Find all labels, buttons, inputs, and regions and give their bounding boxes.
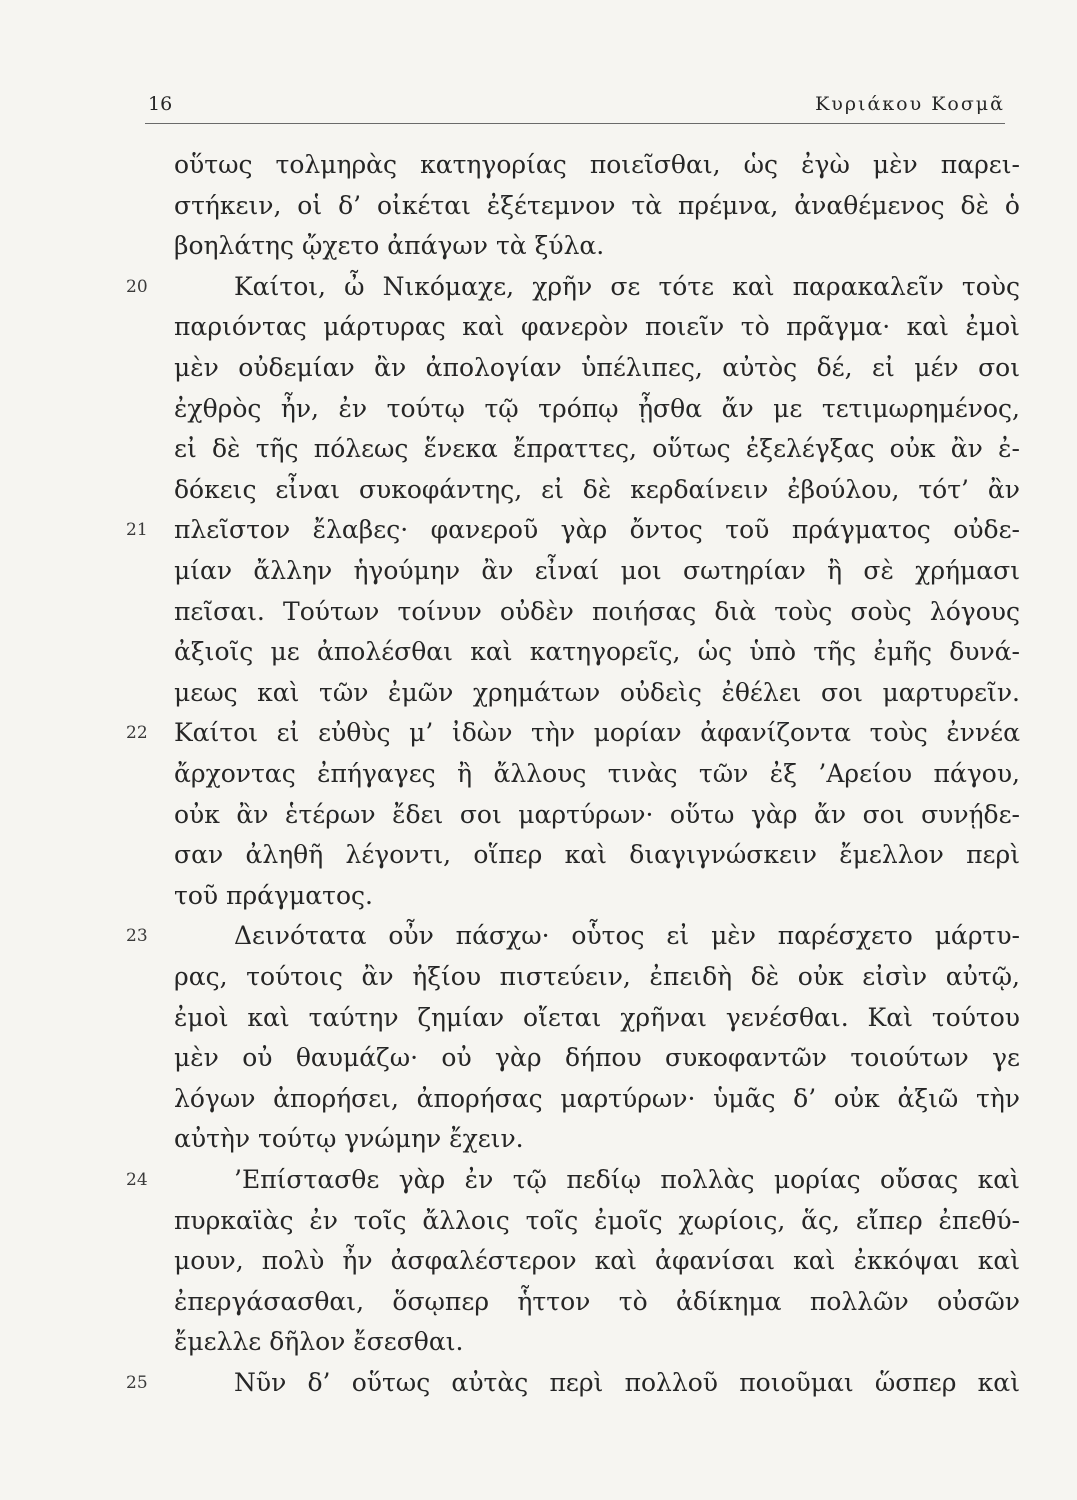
text-line: μὲν οὐ θαυμάζω· οὐ γὰρ δήπου συκοφαντῶν τοιούτων γε	[174, 1043, 1020, 1072]
section-number: 25	[126, 1373, 148, 1393]
section-number: 24	[126, 1170, 148, 1190]
section-number: 22	[126, 723, 148, 743]
text-line: πεῖσαι. Τούτων τοίνυν οὐδὲν ποιήσας διὰ τοὺς σοὺς λόγους	[174, 597, 1020, 626]
text-line: εἰ δὲ τῆς πόλεως ἕνεκα ἔπραττες, οὕτως ἐξελέγξας οὐκ ἂν ἐ-	[174, 434, 1020, 463]
text-line: στήκειν, οἱ δ’ οἰκέται ἐξέτεμνον τὰ πρέμνα, ἀναθέμενος δὲ ὁ	[174, 191, 1020, 220]
text-line: οὐκ ἂν ἑτέρων ἔδει σοι μαρτύρων· οὕτω γὰρ ἄν σοι συνῄδε-	[174, 800, 1020, 829]
text-line: μίαν ἄλλην ἡγούμην ἂν εἶναί μοι σωτηρίαν ἢ σὲ χρήμασι	[174, 556, 1020, 585]
text-line: παριόντας μάρτυρας καὶ φανερὸν ποιεῖν τὸ πρᾶγμα· καὶ ἐμοὶ	[174, 312, 1020, 341]
text-line: οὕτως τολμηρὰς κατηγορίας ποιεῖσθαι, ὡς ἐγὼ μὲν παρει-	[174, 150, 1020, 179]
text-line: σαν ἀληθῆ λέγοντι, οἵπερ καὶ διαγιγνώσκειν ἔμελλον περὶ	[174, 840, 1020, 869]
section-number: 20	[126, 277, 148, 297]
text-line: ἐχθρὸς ἦν, ἐν τούτῳ τῷ τρόπῳ ᾖσθα ἄν με τετιμωρημένος,	[174, 394, 1020, 423]
text-line: βοηλάτης ᾤχετο ἀπάγων τὰ ξύλα.	[174, 231, 605, 260]
section-number: 21	[126, 520, 148, 540]
text-line: πλεῖστον ἔλαβες· φανεροῦ γὰρ ὄντος τοῦ πράγματος οὐδε-	[174, 515, 1020, 544]
text-line: μὲν οὐδεμίαν ἂν ἀπολογίαν ὑπέλιπες, αὐτὸς δέ, εἰ μέν σοι	[174, 353, 1020, 382]
text-line: τοῦ πράγματος.	[174, 881, 373, 910]
page-header	[145, 93, 1005, 124]
text-line: Δεινότατα οὖν πάσχω· οὗτος εἰ μὲν παρέσχετο μάρτυ-	[234, 921, 1020, 950]
page-number: 16	[148, 93, 173, 115]
text-line: αὐτὴν τούτῳ γνώμην ἔχειν.	[174, 1124, 524, 1153]
text-line: ’Επίστασθε γὰρ ἐν τῷ πεδίῳ πολλὰς μορίας οὔσας καὶ	[234, 1165, 1020, 1194]
text-line: ρας, τούτοις ἂν ἠξίου πιστεύειν, ἐπειδὴ δὲ οὐκ εἰσὶν αὐτῷ,	[174, 962, 1020, 991]
text-line: ἀξιοῖς με ἀπολέσθαι καὶ κατηγορεῖς, ὡς ὑπὸ τῆς ἐμῆς δυνά-	[174, 637, 1020, 666]
text-line: πυρκαϊὰς ἐν τοῖς ἄλλοις τοῖς ἐμοῖς χωρίοις, ἅς, εἴπερ ἐπεθύ-	[174, 1206, 1020, 1235]
text-line: ἔμελλε δῆλον ἔσεσθαι.	[174, 1327, 464, 1356]
section-number: 23	[126, 926, 148, 946]
text-line: Καίτοι εἰ εὐθὺς μ’ ἰδὼν τὴν μορίαν ἀφανίζοντα τοὺς ἐννέα	[174, 718, 1020, 747]
text-line: ἐμοὶ καὶ ταύτην ζημίαν οἴεται χρῆναι γενέσθαι. Καὶ τούτου	[174, 1003, 1020, 1032]
running-title: Κυριάκου Κοσμᾶ	[815, 93, 1005, 115]
text-line: Καίτοι, ὦ Νικόμαχε, χρῆν σε τότε καὶ παρακαλεῖν τοὺς	[234, 272, 1020, 301]
text-line: λόγων ἀπορήσει, ἀπορήσας μαρτύρων· ὑμᾶς δ’ οὐκ ἀξιῶ τὴν	[174, 1084, 1020, 1113]
text-line: δόκεις εἶναι συκοφάντης, εἰ δὲ κερδαίνειν ἐβούλου, τότ’ ἂν	[174, 475, 1020, 504]
text-line: μουν, πολὺ ἦν ἀσφαλέστερον καὶ ἀφανίσαι καὶ ἐκκόψαι καὶ	[174, 1246, 1020, 1275]
text-line: Νῦν δ’ οὕτως αὐτὰς περὶ πολλοῦ ποιοῦμαι ὥσπερ καὶ	[234, 1368, 1020, 1397]
text-line: ἐπεργάσασθαι, ὅσῳπερ ἧττον τὸ ἀδίκημα πολλῶν οὐσῶν	[174, 1287, 1020, 1316]
text-line: μεως καὶ τῶν ἐμῶν χρημάτων οὐδεὶς ἐθέλει σοι μαρτυρεῖν.	[174, 678, 1020, 707]
text-line: ἄρχοντας ἐπήγαγες ἢ ἄλλους τινὰς τῶν ἐξ ’Αρείου πάγου,	[174, 759, 1020, 788]
